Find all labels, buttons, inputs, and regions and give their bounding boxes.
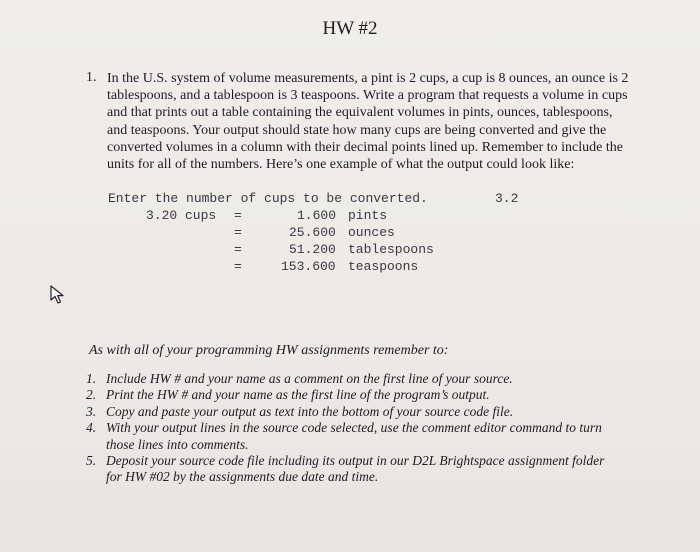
reminder-item bbox=[86, 387, 676, 403]
reminder-item bbox=[86, 453, 676, 486]
reminders-list bbox=[86, 371, 676, 486]
mouse-pointer-icon bbox=[49, 285, 67, 305]
reminder-item bbox=[86, 404, 676, 420]
problem-line: units for all of the numbers. Here’s one example of what the output could look like: bbox=[107, 157, 575, 173]
sample-value: 153.600 bbox=[281, 259, 336, 274]
reminder-line: for HW #02 by the assignments due date and time. bbox=[106, 469, 379, 485]
reminder-line: Include HW # and your name as a comment on the first line of your source. bbox=[106, 371, 513, 386]
reminder-line: those lines into comments. bbox=[106, 436, 249, 452]
reminder-number: 4. bbox=[86, 420, 97, 436]
problem-line: converted volumes in a column with their decimal points lined up. Remember to include the bbox=[107, 139, 623, 155]
problem-text bbox=[107, 70, 672, 173]
sample-equals: = bbox=[234, 208, 242, 223]
reminder-line: Deposit your source code file including its output in our D2L Brightspace assignment folder bbox=[106, 453, 605, 469]
sample-equals: = bbox=[234, 259, 242, 274]
sample-unit: pints bbox=[348, 208, 388, 223]
sample-equals: = bbox=[234, 225, 242, 240]
reminder-item bbox=[86, 420, 676, 453]
reminder-line: With your output lines in the source code selected, use the comment editor command to turn bbox=[106, 420, 602, 436]
sample-prompt: Enter the number of cups to be converted. bbox=[108, 191, 428, 206]
reminder-number: 2. bbox=[86, 387, 97, 403]
sample-cups-label: 3.20 cups bbox=[146, 208, 217, 223]
problem-line: In the U.S. system of volume measurements, a pint is 2 cups, a cup is 8 ounces, an ounce is 2 bbox=[107, 71, 629, 86]
problem-line: and teaspoons. Your output should state how many cups are being converted and give the bbox=[107, 122, 607, 138]
sample-input: 3.2 bbox=[495, 191, 519, 206]
reminders-heading: As with all of your programming HW assignments remember to: bbox=[89, 343, 449, 358]
reminder-item bbox=[86, 371, 676, 387]
reminder-line: Print the HW # and your name as the first line of the program’s output. bbox=[106, 387, 490, 403]
sample-unit: tablespoons bbox=[348, 242, 434, 257]
reminder-number: 1. bbox=[86, 371, 97, 386]
sample-value: 51.200 bbox=[289, 242, 336, 257]
reminder-number: 3. bbox=[86, 403, 97, 419]
problem-line: and that prints out a table containing the equivalent volumes in pints, ounces, tablespoons, bbox=[107, 105, 613, 121]
reminder-line: Copy and paste your output as text into the bottom of your source code file. bbox=[106, 403, 514, 419]
sample-value: 25.600 bbox=[289, 225, 336, 240]
reminder-number: 5. bbox=[86, 453, 97, 469]
sample-equals: = bbox=[234, 242, 242, 257]
sample-unit: ounces bbox=[348, 225, 395, 240]
page-title: HW #2 bbox=[322, 18, 378, 39]
problem-number: 1. bbox=[86, 70, 97, 85]
problem-line: tablespoons, and a tablespoon is 3 teaspoons. Write a program that requests a volume in cups bbox=[107, 88, 628, 104]
sample-value: 1.600 bbox=[297, 208, 337, 223]
sample-unit: teaspoons bbox=[348, 259, 419, 274]
